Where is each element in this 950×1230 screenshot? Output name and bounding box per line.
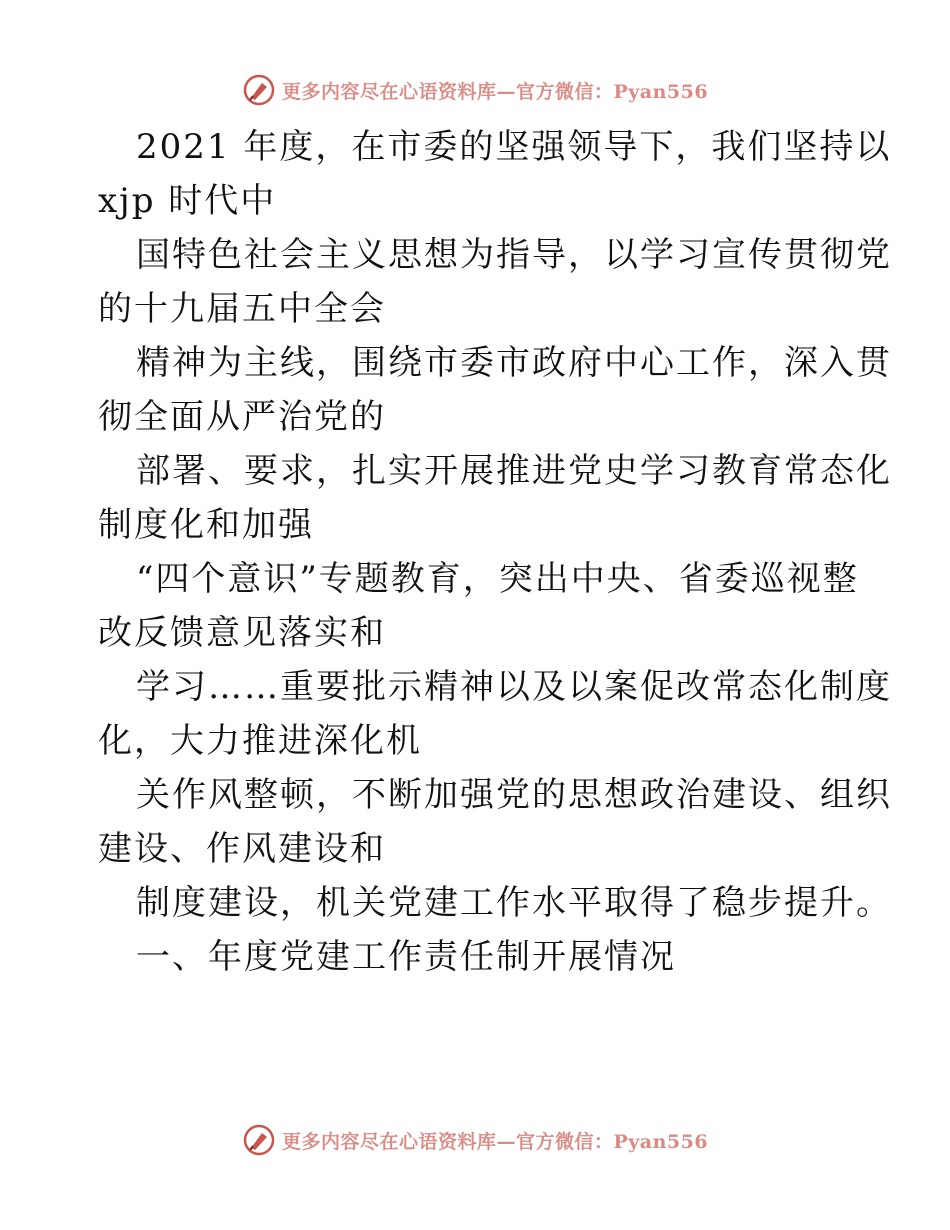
paragraph-line: 精神为主线，围绕市委市政府中心工作，深入贯 (136, 343, 892, 383)
paragraph-line: 2021 年度，在市委的坚强领导下，我们坚持以 (136, 127, 892, 167)
document-body (98, 120, 892, 984)
paragraph-line: xjp 时代中 (98, 181, 277, 221)
watermark-text: 更多内容尽在心语资料库—官方微信：Pyan556 (281, 80, 709, 103)
paragraph-line: 改反馈意见落实和 (98, 613, 386, 653)
paragraph-line: 国特色社会主义思想为指导，以学习宣传贯彻党 (136, 235, 892, 275)
paragraph-line: “四个意识”专题教育，突出中央、省委巡视整 (136, 559, 859, 599)
paragraph-line: 化，大力推进深化机 (98, 721, 422, 761)
paragraph-line: 建设、作风建设和 (98, 829, 386, 869)
pen-nib-logo-icon (242, 73, 276, 107)
paragraph-line: 关作风整顿，不断加强党的思想政治建设、组织 (136, 775, 892, 815)
paragraph-line: 彻全面从严治党的 (98, 397, 386, 437)
paragraph-line: 部署、要求，扎实开展推进党史学习教育常态化 (136, 451, 892, 491)
watermark-header (0, 70, 950, 110)
watermark-text: 更多内容尽在心语资料库—官方微信：Pyan556 (281, 1130, 709, 1153)
paragraph-line: 学习……重要批示精神以及以案促改常态化制度 (136, 667, 892, 707)
closing-line: 制度建设，机关党建工作水平取得了稳步提升。 (136, 883, 892, 923)
section-heading: 一、年度党建工作责任制开展情况 (136, 937, 676, 977)
pen-nib-logo-icon (242, 1123, 276, 1157)
watermark-footer (0, 1120, 950, 1160)
paragraph-line: 的十九届五中全会 (98, 289, 386, 329)
paragraph-line: 制度化和加强 (98, 505, 314, 545)
